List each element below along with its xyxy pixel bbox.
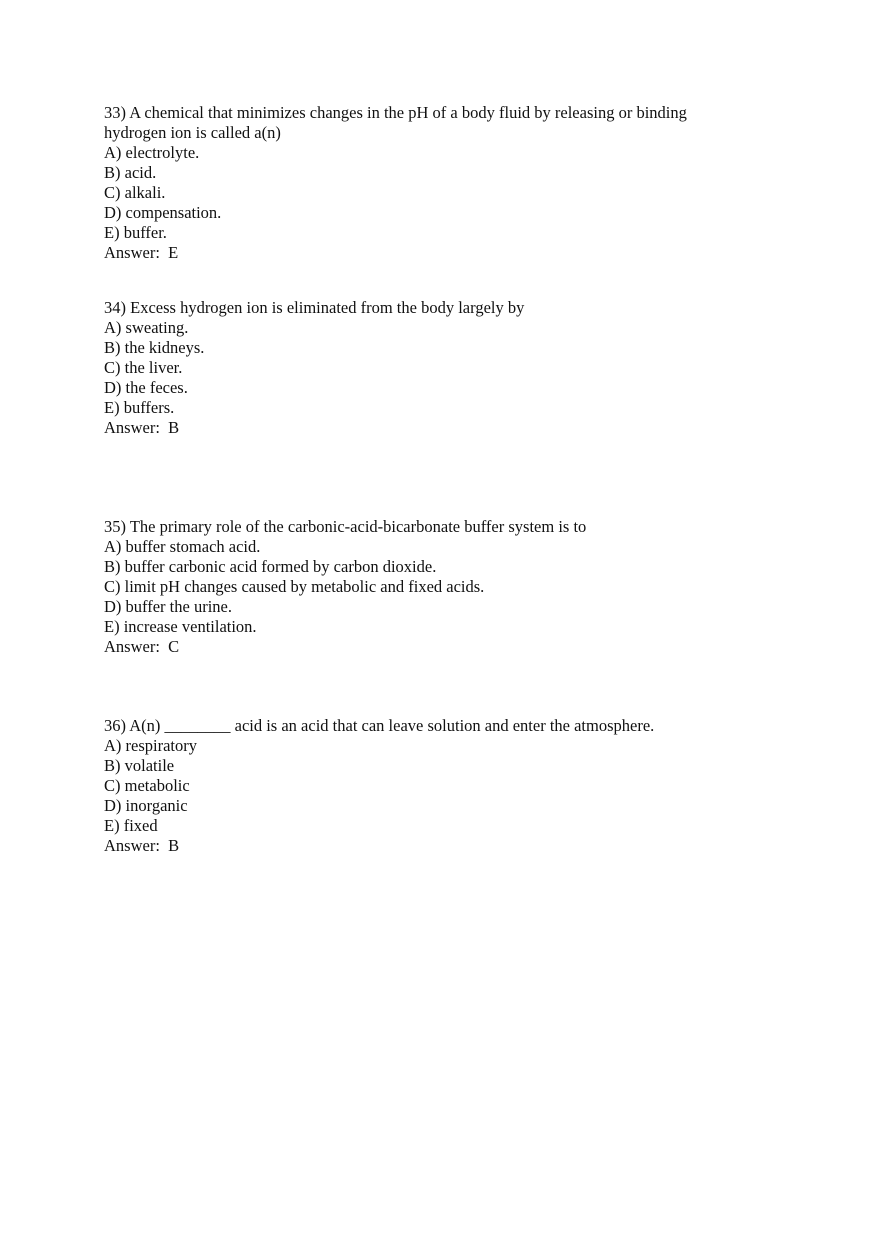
question-stem-line: 34) Excess hydrogen ion is eliminated from the body largely by	[104, 298, 525, 317]
question-35	[104, 517, 764, 657]
option-b: B) volatile	[104, 756, 175, 775]
option-a: A) sweating.	[104, 318, 189, 337]
question-stem-line: hydrogen ion is called a(n)	[104, 123, 281, 142]
answer: Answer: B	[104, 418, 180, 437]
option-d: D) the feces.	[104, 378, 188, 397]
option-a: A) buffer stomach acid.	[104, 537, 261, 556]
option-e: E) increase ventilation.	[104, 617, 257, 636]
option-d: D) buffer the urine.	[104, 597, 232, 616]
option-c: C) alkali.	[104, 183, 166, 202]
question-stem-line: 33) A chemical that minimizes changes in the pH of a body fluid by releasing or binding	[104, 103, 687, 122]
answer: Answer: E	[104, 243, 179, 262]
option-c: C) the liver.	[104, 358, 183, 377]
question-34	[104, 298, 764, 438]
option-b: B) acid.	[104, 163, 157, 182]
question-33	[104, 103, 764, 263]
option-c: C) metabolic	[104, 776, 190, 795]
answer: Answer: B	[104, 836, 180, 855]
option-e: E) buffer.	[104, 223, 167, 242]
option-b: B) buffer carbonic acid formed by carbon dioxide.	[104, 557, 437, 576]
option-b: B) the kidneys.	[104, 338, 205, 357]
option-d: D) inorganic	[104, 796, 188, 815]
answer: Answer: C	[104, 637, 180, 656]
option-a: A) electrolyte.	[104, 143, 200, 162]
question-stem-line: 35) The primary role of the carbonic-acid-bicarbonate buffer system is to	[104, 517, 587, 536]
option-e: E) buffers.	[104, 398, 175, 417]
question-36	[104, 716, 764, 856]
question-stem-line: 36) A(n) ________ acid is an acid that can leave solution and enter the atmosphere.	[104, 716, 655, 735]
option-e: E) fixed	[104, 816, 158, 835]
option-c: C) limit pH changes caused by metabolic and fixed acids.	[104, 577, 485, 596]
option-d: D) compensation.	[104, 203, 222, 222]
option-a: A) respiratory	[104, 736, 198, 755]
